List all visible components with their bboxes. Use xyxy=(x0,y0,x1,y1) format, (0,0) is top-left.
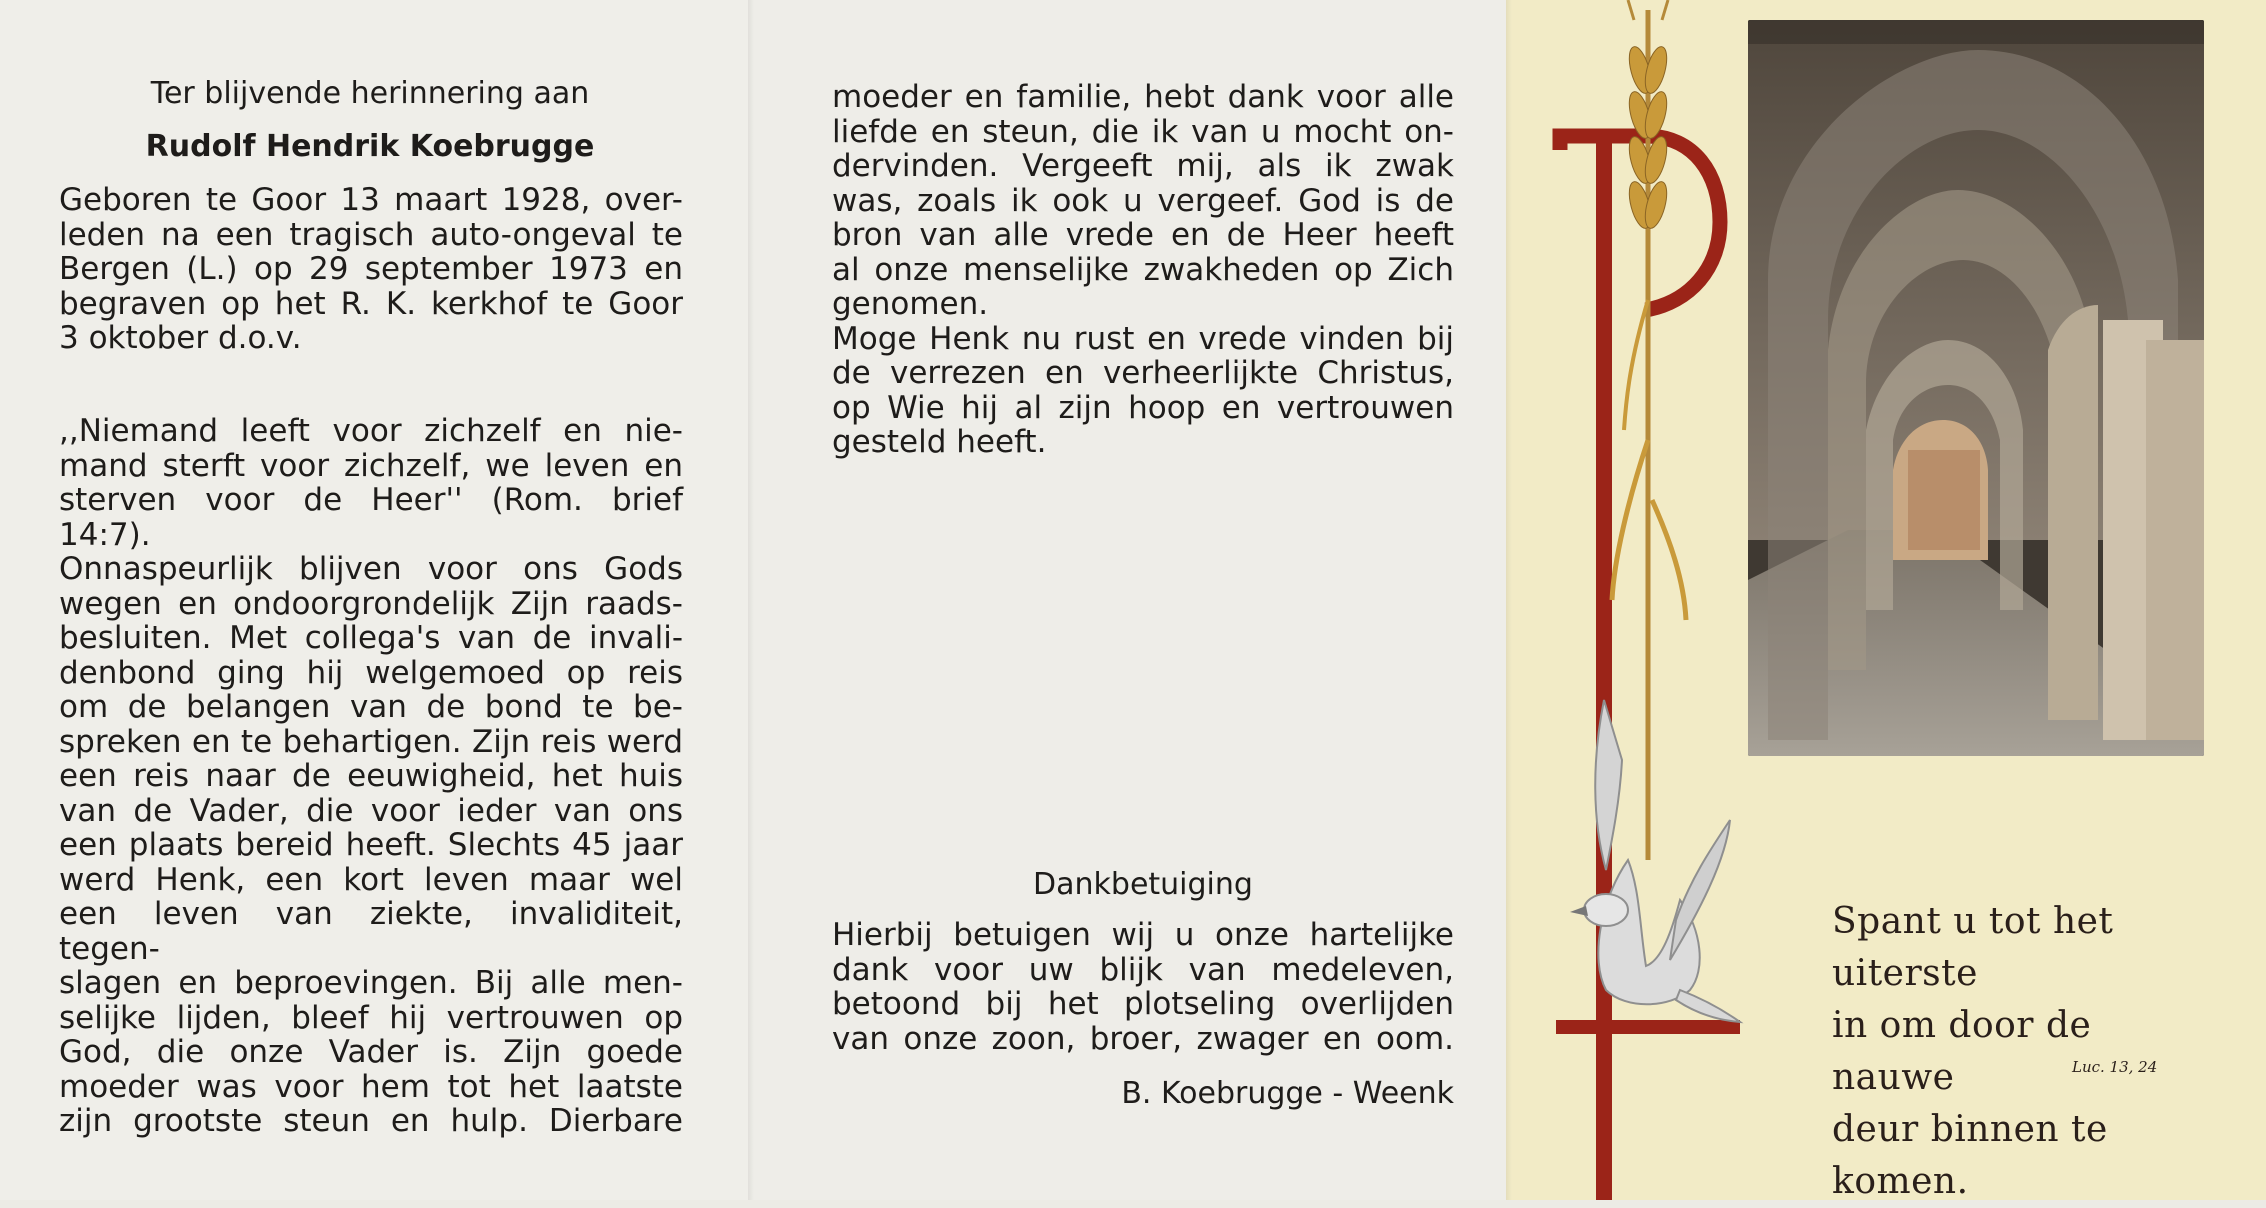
text-line: God, die onze Vader is. Zijn goede xyxy=(59,1034,683,1070)
text-line: Moge Henk nu rust en vrede vinden bij xyxy=(832,320,1454,357)
text-line: al onze menselijke zwakheden op Zich xyxy=(832,251,1454,288)
text-line: 14:7). xyxy=(59,516,151,553)
text-line: Hierbij betuigen wij u onze hartelijke xyxy=(832,917,1454,953)
text-line: zijn grootste steun en hulp. Dierbare xyxy=(59,1103,683,1139)
text-line: moeder was voor hem tot het laatste xyxy=(59,1068,683,1105)
fold-line xyxy=(1506,0,1512,1200)
text-line: dervinden. Vergeeft mij, als ik zwak xyxy=(832,148,1454,184)
text-line: spreken en te behartigen. Zijn reis werd xyxy=(59,723,683,760)
chi-rho-wheat-dove-illustration xyxy=(1530,0,1760,1200)
verse-line: deur binnen te komen. xyxy=(1832,1109,2108,1202)
text-line: van de Vader, die voor ieder van ons xyxy=(59,792,683,829)
text-line: slagen en beproevingen. Bij alle men- xyxy=(59,965,683,1001)
text-line: selijke lijden, bleef hij vertrouwen op xyxy=(59,999,683,1036)
text-line: een reis naar de eeuwigheid, het huis xyxy=(59,758,683,794)
verse-line: Spant u tot het uiterste xyxy=(1832,901,2114,994)
scripture-quote xyxy=(59,414,683,552)
arcade-photo xyxy=(1748,20,2204,756)
text-line: mand sterft voor zichzelf, we leven en xyxy=(59,447,683,484)
dove-icon xyxy=(1570,700,1740,1022)
deceased-name: Rudolf Hendrik Koebrugge xyxy=(145,129,595,164)
text-line: denbond ging hij welgemoed op reis xyxy=(59,654,683,691)
text-line: een leven van ziekte, invaliditeit, tegen- xyxy=(59,896,683,967)
middle-panel xyxy=(748,0,1506,1200)
text-line: besluiten. Met collega's van de invali- xyxy=(59,620,683,656)
verse-reference: Luc. 13, 24 xyxy=(2072,1058,2158,1076)
text-line: gesteld heeft. xyxy=(832,424,1047,460)
text-line: wegen en ondoorgrondelijk Zijn raads- xyxy=(59,585,683,622)
left-panel xyxy=(0,0,748,1200)
text-line: ,,Niemand leeft voor zichzelf en nie- xyxy=(59,413,683,449)
text-line: was, zoals ik ook u vergeef. God is de xyxy=(832,182,1454,219)
text-line: Onnaspeurlijk blijven voor ons Gods xyxy=(59,551,683,587)
text-line: van onze zoon, broer, zwager en oom. xyxy=(832,1020,1454,1057)
text-line: op Wie hij al zijn hoop en vertrouwen xyxy=(832,389,1454,426)
text-line: een plaats bereid heeft. Slechts 45 jaar xyxy=(59,827,683,863)
scripture-verse xyxy=(1832,896,2172,1208)
text-line: betoond bij het plotseling overlijden xyxy=(832,986,1454,1022)
text-line: werd Henk, een kort leven maar wel xyxy=(59,861,683,898)
text-line: Bergen (L.) op 29 september 1973 en xyxy=(59,251,683,287)
signature: B. Koebrugge - Weenk xyxy=(1121,1076,1454,1111)
memorial-continuation xyxy=(832,80,1454,460)
text-line: moeder en familie, hebt dank voor alle xyxy=(832,79,1454,115)
text-line: Geboren te Goor 13 maart 1928, over- xyxy=(59,182,683,218)
text-line: genomen. xyxy=(832,286,989,322)
text-line: 3 oktober d.o.v. xyxy=(59,320,302,356)
text-line: bron van alle vrede en de Heer heeft xyxy=(832,217,1454,253)
thanks-paragraph xyxy=(832,918,1454,1056)
thanks-heading: Dankbetuiging xyxy=(1033,867,1253,902)
verse-line: in om door de nauwe xyxy=(1832,1005,2092,1098)
text-line: leden na een tragisch auto-ongeval te xyxy=(59,216,683,253)
text-line: de verrezen en verheerlijkte Christus, xyxy=(832,355,1454,391)
text-line: liefde en steun, die ik van u mocht on- xyxy=(832,113,1454,150)
memorial-heading: Ter blijvende herinnering aan xyxy=(150,76,590,111)
text-line: om de belangen van de bond te be- xyxy=(59,689,683,725)
birth-death-paragraph xyxy=(59,183,683,356)
fold-line xyxy=(748,0,754,1200)
text-line: sterven voor de Heer'' (Rom. brief xyxy=(59,482,683,518)
memorial-body xyxy=(59,552,683,1139)
text-line: begraven op het R. K. kerkhof te Goor xyxy=(59,285,683,322)
text-line: dank voor uw blijk van medeleven, xyxy=(832,951,1454,988)
